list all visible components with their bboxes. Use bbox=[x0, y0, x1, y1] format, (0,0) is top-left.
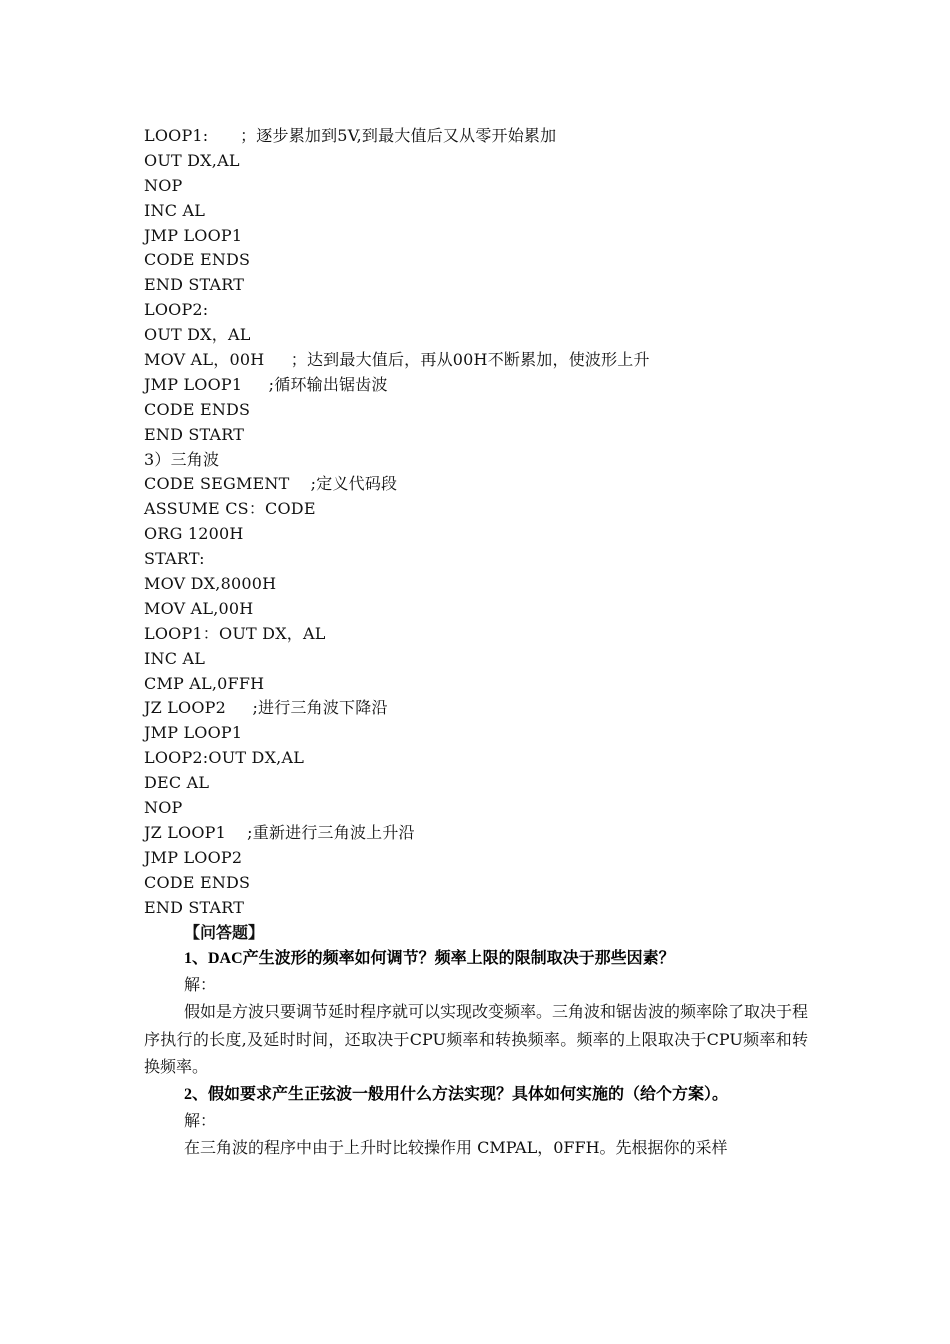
code-line: DEC AL bbox=[144, 773, 210, 793]
code-line: LOOP1：OUT DX，AL bbox=[144, 623, 326, 643]
code-line: END START bbox=[144, 275, 245, 295]
answer-1-text: 假如是方波只要调节延时程序就可以实现改变频率。三角波和锯齿波的频率除了取决于程序执行的长度,及延时时间，还取决于CPU频率和转换频率。频率的上限取决于CPU频率和转换频率。 bbox=[144, 1002, 809, 1077]
code-line: 3）三角波 bbox=[144, 449, 220, 469]
code-line: OUT DX，AL bbox=[144, 325, 251, 345]
code-line: START: bbox=[144, 549, 205, 569]
answer-2-label: 解： bbox=[184, 1110, 217, 1130]
answer-1-label: 解： bbox=[184, 975, 217, 995]
code-line: MOV DX,8000H bbox=[144, 574, 277, 594]
code-line: CODE ENDS bbox=[144, 399, 251, 419]
code-line: MOV AL,00H bbox=[144, 598, 254, 618]
answer-2-text: 在三角波的程序中由于上升时比较操作用 CMPAL，0FFH。先根据你的采样 bbox=[184, 1137, 728, 1157]
assembly-code-block bbox=[144, 124, 808, 921]
code-line: JZ LOOP2 ;进行三角波下降沿 bbox=[144, 698, 388, 718]
code-line: CMP AL,0FFH bbox=[144, 673, 265, 693]
code-line: ORG 1200H bbox=[144, 524, 244, 544]
code-line: MOV AL，00H ；达到最大值后，再从00H不断累加，使波形上升 bbox=[144, 350, 650, 370]
code-line: CODE SEGMENT ;定义代码段 bbox=[144, 474, 398, 494]
question-1: 1、DAC产生波形的频率如何调节？频率上限的限制取决于那些因素？ bbox=[184, 950, 675, 968]
code-line: NOP bbox=[144, 175, 183, 195]
code-line: LOOP2: bbox=[144, 300, 209, 320]
code-line: LOOP1: ；逐步累加到5V,到最大值后又从零开始累加 bbox=[144, 126, 557, 145]
document-body bbox=[144, 124, 808, 1161]
code-line: OUT DX,AL bbox=[144, 150, 240, 170]
code-line: JMP LOOP1 bbox=[144, 723, 243, 743]
code-line: CODE ENDS bbox=[144, 250, 251, 270]
question-2: 2、假如要求产生正弦波一般用什么方法实现？具体如何实施的（给个方案）。 bbox=[184, 1085, 729, 1103]
code-line: END START bbox=[144, 897, 245, 917]
code-line: INC AL bbox=[144, 648, 206, 668]
code-line: JMP LOOP2 bbox=[144, 847, 243, 867]
code-line: JMP LOOP1 ;循环输出锯齿波 bbox=[144, 374, 388, 394]
code-line: ASSUME CS：CODE bbox=[144, 499, 316, 519]
code-line: END START bbox=[144, 424, 245, 444]
code-line: NOP bbox=[144, 798, 183, 818]
code-line: JZ LOOP1 ;重新进行三角波上升沿 bbox=[144, 822, 415, 842]
code-line: LOOP2:OUT DX,AL bbox=[144, 748, 305, 768]
code-line: INC AL bbox=[144, 200, 206, 220]
code-line: JMP LOOP1 bbox=[144, 225, 243, 245]
code-line: CODE ENDS bbox=[144, 872, 251, 892]
section-title: 【问答题】 bbox=[184, 922, 265, 942]
